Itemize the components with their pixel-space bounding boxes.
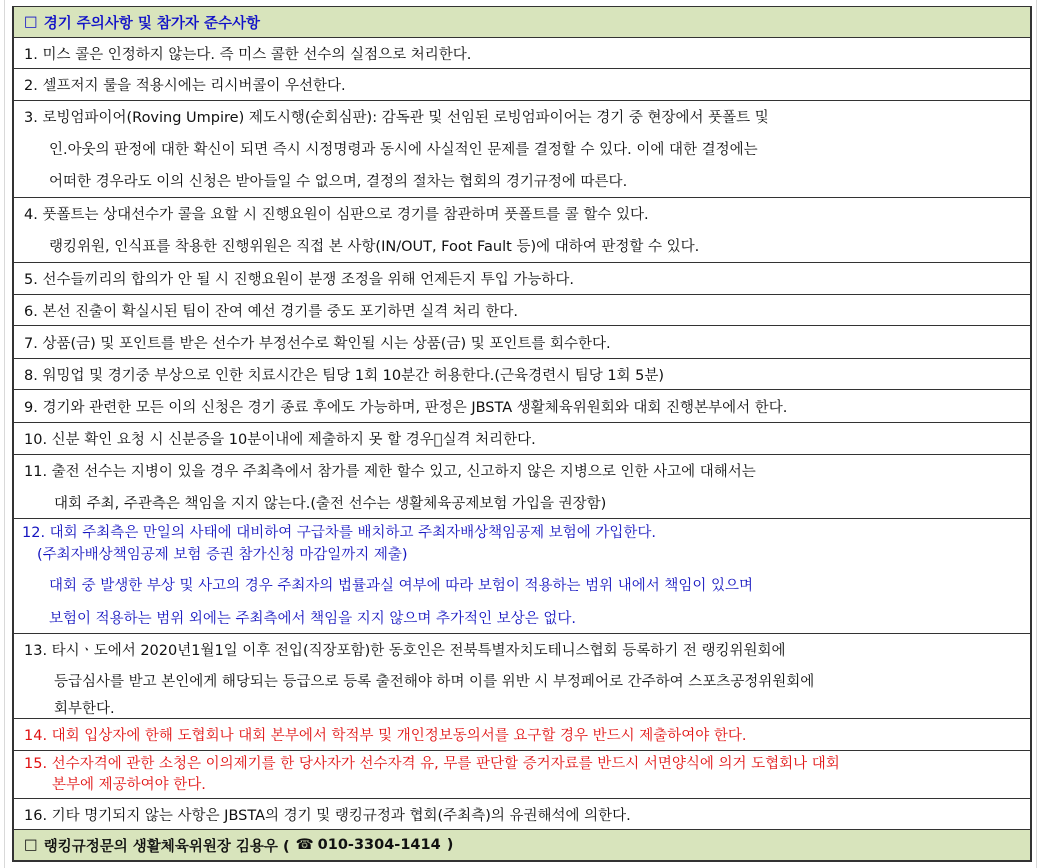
rule-text: 대회 중 발생한 부상 및 사고의 경우 주최자의 법률과실 여부에 따라 보험이 적용하는 범위 내에서 책임이 있으며 <box>49 578 754 594</box>
rule-text: 13. 타시ㆍ도에서 2020년1월1일 이후 전입(직장포함)한 동호인은 전북특별자치도테니스협회 등록하기 전 랭킹위원회에 <box>24 642 786 659</box>
notice-header <box>12 6 1032 37</box>
rule-row <box>12 454 1032 486</box>
rule-row-continued <box>12 132 1032 164</box>
rule-text: 16. 기타 명기되지 않는 사항은 JBSTA의 경기 및 랭킹규정과 협회(주최측)의 유권해석에 의한다. <box>24 807 631 824</box>
contact-footer <box>12 829 1032 862</box>
rule-text: 3. 로빙엄파이어(Roving Umpire) 제도시행(순회심판): 감독관 및 선임된 로빙엄파이어는 경기 중 현장에서 풋폴트 및 <box>24 110 769 126</box>
rule-row <box>12 294 1032 325</box>
rule-text: 10. 신분 확인 요청 시 신분증을 10분이내에 제출하지 못 할 경우 실격 처리한다. <box>24 432 536 448</box>
rule-text: 본부에 제공하여야 한다. <box>52 776 206 793</box>
grid-line <box>1036 0 1037 868</box>
rule-row <box>12 325 1032 358</box>
rule-text: 4. 풋폴트는 상대선수가 콜을 요할 시 진행요원이 심판으로 경기를 참관하며 풋폴트를 콜 할수 있다. <box>24 207 649 223</box>
rule-text: 8. 워밍업 및 경기중 부상으로 인한 치료시간은 팀당 1회 10분간 허용한다.(근육경련시 팀당 1회 5분) <box>24 367 665 384</box>
contact-close: ) <box>446 837 454 853</box>
insurance-row-continued <box>12 568 1032 601</box>
rule-row <box>12 358 1032 389</box>
rule-row <box>12 798 1032 829</box>
rule-row <box>12 37 1032 68</box>
rule-text: 인.아웃의 판정에 대한 확신이 되면 즉시 시정명령과 동시에 사실적인 문제를 결정할 수 있다. 이에 대한 결정에는 <box>49 141 758 158</box>
rule-row <box>12 262 1032 294</box>
rule-text: 랭킹위원, 인식표를 착용한 진행위원은 직접 본 사항(IN/OUT, Foot Fault 등)에 대하여 판정할 수 있다. <box>49 239 700 255</box>
insurance-row <box>12 518 1032 568</box>
contact-label: 랭킹규정문의 생활체육위원장 김용우 ( <box>43 838 290 855</box>
rule-row <box>12 422 1032 454</box>
rule-row <box>12 197 1032 229</box>
rule-text: 보험이 적용하는 범위 외에는 주최측에서 책임을 지지 않으며 추가적인 보상은 없다. <box>49 610 576 627</box>
rule-row-continued <box>12 164 1032 197</box>
grid-line <box>4 0 5 868</box>
rule-text: 대회 주최, 주관측은 책임을 지지 않는다.(출전 선수는 생활체육공제보험 가입을 권장함) <box>54 495 607 512</box>
rule-note: (주최자배상책임공제 보험 증권 참가신청 마감일까지 제출) <box>37 546 408 563</box>
checkbox-icon: □ <box>24 14 38 30</box>
phone-icon: ☎ <box>295 837 314 853</box>
rule-text: 15. 선수자격에 관한 소청은 이의제기를 한 당사자가 선수자격 유, 무를 판단할 증거자료를 반드시 서면양식에 의거 도협회나 대회 <box>24 755 840 772</box>
checkbox-icon: □ <box>24 837 38 853</box>
rule-text: 회부한다. <box>54 700 115 717</box>
rule-row-continued <box>12 696 1032 718</box>
rule-row-continued <box>12 229 1032 262</box>
rule-text: 7. 상품(금) 및 포인트를 받은 선수가 부정선수로 확인될 시는 상품(금) 및 포인트를 회수한다. <box>24 335 611 352</box>
rule-row-continued <box>12 664 1032 696</box>
rule-text: 5. 선수들끼리의 합의가 안 될 시 진행요원이 분쟁 조정을 위해 언제든지 투입 가능하다. <box>24 272 574 288</box>
rule-row <box>12 389 1032 422</box>
rule-row <box>12 100 1032 132</box>
rule-text: 14. 대회 입상자에 한해 도협회나 대회 본부에서 학적부 및 개인정보동의서를 요구할 경우 반드시 제출하여야 한다. <box>24 728 747 744</box>
rule-text: 2. 셀프저지 룰을 적용시에는 리시버콜이 우선한다. <box>24 78 346 94</box>
rule-text: 6. 본선 진출이 확실시된 팀이 잔여 예선 경기를 중도 포기하면 실격 처리 한다. <box>24 303 518 320</box>
rule-row-continued <box>12 486 1032 518</box>
rule-text: 12. 대회 주최측은 만일의 사태에 대비하여 구급차를 배치하고 주최자배상책임공제 보험에 가입한다. <box>22 524 657 541</box>
notice-title: 경기 주의사항 및 참가자 준수사항 <box>43 15 260 32</box>
rule-text: 어떠한 경우라도 이의 신청은 받아들일 수 없으며, 결정의 절차는 협회의 경기규정에 따른다. <box>49 174 628 190</box>
rule-text: 11. 출전 선수는 지병이 있을 경우 주최측에서 참가를 제한 할수 있고, 신고하지 않은 지병으로 인한 사고에 대해서는 <box>24 464 756 480</box>
rule-row-important <box>12 718 1032 750</box>
rule-text: 등급심사를 받고 본인에게 해당되는 등급으로 등록 출전해야 하며 이를 위반 시 부정페어로 간주하여 스포츠공정위원회에 <box>54 673 815 690</box>
insurance-row-continued <box>12 601 1032 633</box>
rule-row <box>12 68 1032 100</box>
rule-text: 9. 경기와 관련한 모든 이의 신청은 경기 종료 후에도 가능하며, 판정은 JBSTA 생활체육위원회와 대회 진행본부에서 한다. <box>24 399 788 416</box>
rule-text: 1. 미스 콜은 인정하지 않는다. 즉 미스 콜한 선수의 실점으로 처리한다. <box>24 46 472 63</box>
rule-row-important <box>12 750 1032 798</box>
contact-phone: 010-3304-1414 <box>317 837 441 853</box>
rule-row <box>12 633 1032 664</box>
